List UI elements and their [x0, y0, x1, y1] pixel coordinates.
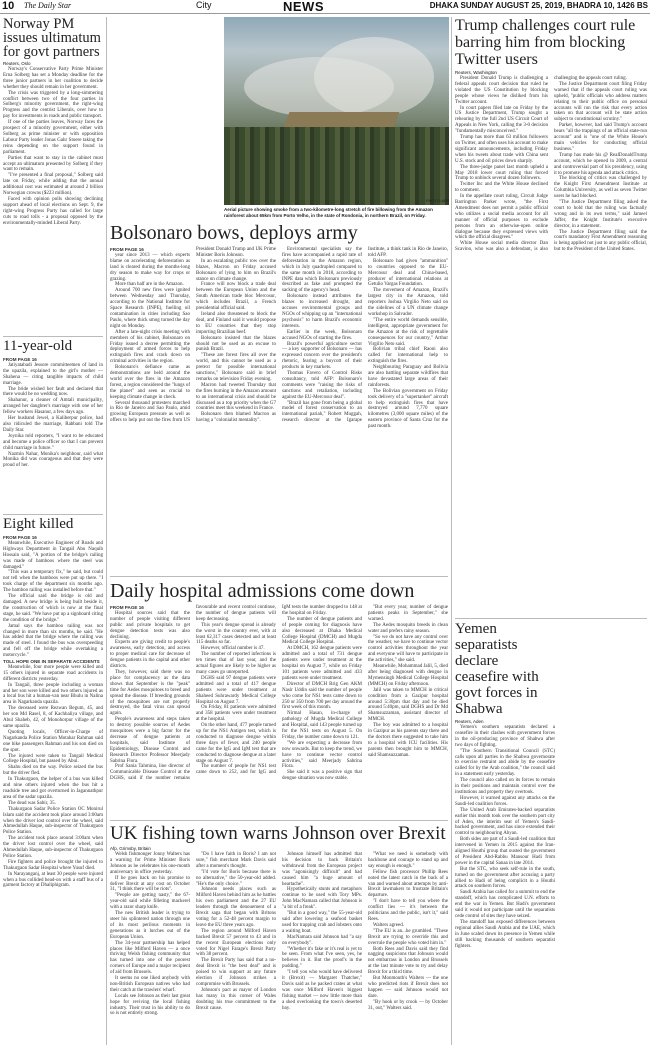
paragraph: The blocking of critics was challenged by the Knight First Amendment Institute at Columbia University, as well as seven Twitter users he had blocked. [554, 176, 647, 200]
paragraph: Environmental specialists say the fires have accompanied a rapid rate of deforestation in the Amazon region, which in July quadrupled compared to the same month in 2018, according to INPE data which Bolsonaro previously described as fake and prompted the sacking of the agency's head. [282, 247, 362, 294]
paragraph: President Donald Trump is challenging a federal appeals court decision that ruled he violated the US Constitution by blocking people whose views he disliked from his Twitter account. [455, 76, 548, 105]
article-body [110, 852, 448, 1042]
paragraph: Walters agreed. [373, 922, 404, 928]
paragraph: Bolsonaro insisted that the blazes should not be used as an excuse to punish Brazil. [196, 335, 276, 353]
article-norway [3, 17, 103, 342]
paragraph: The Justice Department court filing Friday warned that if the appeals court ruling was upheld, "public officials who address matters relating to their public office on personal accounts will run the risk that every action taken on that account will be state action subject to constitutional scrutiny." [554, 81, 647, 123]
paragraph: Johnson's pact as mayor of London has many in this corner of Wales doubting his true commitment to the Brexit cause. [196, 987, 276, 1011]
byline: Reuters, Oslo [3, 61, 31, 66]
paragraph: The Aedes mosquito breeds in clean water and prefers rainy season. [368, 622, 448, 634]
paragraph: Johnson himself has admitted that his decision to back Britain's withdrawal from the European project was "agonisingly difficult" and had caused him "a huge amount of heartache". [282, 852, 362, 887]
paragraph: Yemen's southern separatists declared a ceasefire in their clashes with government forces in the oil-producing province of Shabwa after two days of fighting. [455, 725, 555, 748]
paragraph: The standoff has exposed differences between regional allies Saudi Arabia and the UAE, which in June scaled down its presence in Yemen while still backing thousands of southern separatist fighters. [455, 919, 555, 949]
article-body [3, 67, 103, 226]
article-body [3, 535, 103, 889]
byline: Afp, Grimsby, Britain [110, 846, 151, 851]
page-number: 10 [2, 0, 15, 12]
paragraph: The injured were taken to Tangail Medical College Hospital, but passed by Abul. [3, 753, 103, 765]
paragraph: However, it warned against any attacks on the Saudi-led coalition forces. [455, 795, 555, 807]
paragraph: The number of dengue patients and of people coming for diagnosis have also decreased at Dhaka Medical College Hospital (DMCH) and Mugda Medical College Hospital. [282, 616, 362, 646]
paragraph: Trump has more than 63 million followers on Twitter, and often uses his account to make significant announcements, including Friday when his tweets about trade with China sent U.S. stock and oil prices down sharply. [455, 135, 548, 164]
paragraph: At DMCH, 162 dengue patients were admitted and a total of 731 dengue patients were under treatment at the hospital on August 7, while on Friday 101 patients were admitted and 433 patients were under treatment. [282, 646, 362, 681]
paragraph: Locals see Johnson as their last great hope for reviving the local fishing industry. Their trust in his ability to do so is not entirely strong. [110, 993, 190, 1017]
paragraph: In the appellate court ruling, Circuit Judge Barrington Parker wrote, "the First Amendment does not permit a public official who utilizes a social media account for all manner of official purposes to exclude persons from an otherwise-open online dialogue because they expressed views with which the official disagrees." [455, 194, 548, 241]
paragraph: Trump has made his @ RealDonaldTrump account, which he opened in 2009, a central and controversial part of his presidency, using it to promote his agenda and attack critics. [554, 152, 647, 176]
caption-text: Aerial picture showing smoke from a two-kilometre-long stretch of fire billowing from the Amazon rainforest about 65km from Porto Velho, in the state of Rondonia, in northern Brazil, on Friday. [224, 207, 433, 218]
paragraph: France will now block a trade deal between the European Union and the South American trade bloc Mercosur, which includes Brazil, a French presidential official said. [196, 282, 276, 312]
paragraph: MacNamara said Johnson had "a say on everybody". [282, 934, 362, 946]
paragraph: On the other hand, 477 people turned up for the NS1 Antigen test, which is conducted to diagnose dengue within three days of fever, and 240 people came for the IgG and IgM test that are conducted to diagnose dengue at a later stage on August 7. [196, 723, 276, 764]
article-body [110, 247, 448, 567]
paragraph: Hypothetically stunts and metaphors continue to be used with Tory MPs. John MacNamara called that Johnson is "a bit of a freak". [282, 887, 362, 911]
headline: Eight killed [3, 517, 74, 532]
paragraph: Nazmin Nahar, Monika's neighbour, said what Monika did was courageous and that they were proud of her. [3, 451, 103, 469]
paragraph: "But in a good way," the 55-year-old said after lowering a seafood basket used for trapping crab and lobsters onto a waiting boat. [282, 911, 362, 934]
paragraph: "By hook or by crook — by October 31, out," Walters said. [368, 999, 448, 1011]
paragraph: "The entire world demands sensible, intelligent, appropriate government for the Amazon at the risk of regrettable consequences for our country," Arthur Virgilio Neto said. [368, 317, 448, 347]
paragraph: "The Justice Department filing asked the court to hold that the ruling was factually wrong and in its own terms," said Jameel Jaffer, the Knight Institute's executive director, in a statement. [554, 200, 647, 229]
paragraph: In Narayanganj, at least 30 people were injured when a bus collided head-on with a staff bus of a garment factory at Dhaliphigram. [3, 871, 103, 889]
paragraph: The Bolivian government on Friday took delivery of a "supertanker" aircraft to help extinguish fires that have destroyed around 7,770 square kilometres (3,000 square miles) of the eastern province of Santa Cruz for the past month. [368, 388, 448, 430]
paragraph: White House social media director Dan Scavino, who was also a defendant, is also challenging the appeals court ruling. [455, 76, 627, 253]
paragraph: Earlier in the week, Bolsonaro accused NGOs of starting the fires. [282, 329, 362, 341]
paragraph: "So we do not have any control over the weather, we have to continue vector control activities throughout the year and everyone will have to participate in the activities," she said. [368, 634, 448, 664]
section-label: City [196, 0, 212, 10]
paragraph: Thakurgaon Sadar Police Station OC Monirul Islam said the accident took place around 3:00am when the driver lost control over the wheel, said Ahmedullah Haque, sub-inspector of Thakurgaon Police Station. [3, 806, 103, 836]
paragraph: On Friday, 81 patients were admitted and 358 patients were under treatment at the hospital. [196, 705, 276, 723]
paragraph: Jatiyatabadi Jessore committeemen of land in the upazila, explained to the girl's mother — Shahena — citing tangible impacts of child marriage. [3, 362, 103, 386]
paragraph: Joynika told reporters, "I want to be educated and become a police officer so that I can prevent child marriage in future." [3, 433, 103, 451]
paragraph: The Justice Department filing said the court's mandatory First Amendment reasoning is being applied not just to any public official, but to the President of the United States. [554, 229, 647, 253]
paragraph: Parker, however, had said Trump's account bears "all the trappings of an official state-run account" and is "one of the White House's main vehicles for conducting official business." [554, 123, 647, 152]
paragraph: Shahu died on the way. Police seized the bus but the driver fled. [3, 765, 103, 777]
article-bolsonaro [110, 222, 448, 574]
paragraph: "People are getting nasty," the 67-year-old said while filleting mackerel with a razor sharp knife. [110, 893, 190, 911]
paragraph: Nirmal Hasan, in-charge of pathology of Mugda Medical College and Hospital, said 143 people turned up for the NS1 tests on August 5. On Friday, the number came down to 121. [282, 711, 362, 740]
headline: Bolsonaro bows, deploys army [110, 222, 358, 244]
headline: 11-year-old [3, 339, 73, 354]
byline: Reuters, Aden [455, 719, 484, 724]
paragraph: Johnson needs places such as Milford Haven behind him as he battles his own parliament and the 27 EU leaders through the denouement of a Brexit saga that began with Britons voting for a 52-48 percent margin to leave the EU three years ago. [196, 887, 276, 928]
paragraph: TOLL HOPE ONE IN SEPARATE ACCIDENTS [3, 659, 100, 665]
paragraph: Meanwhile, Executive Engineer of Roads and Highways Department in Tangail Abu Naquib Hossain said, "A portion of the bridge's railing was made of bamboos where the steel was damaged." [3, 540, 103, 570]
article-body [455, 725, 555, 949]
paragraph: Bolsonaro instead attributes the blazes to increased drought, and accuses environmental groups and NGOs of whipping up an "international psychosis" to harm Brazil's economic interests. [282, 294, 362, 329]
paragraph: Experts are giving credit to people's awareness, early detection, and access to proper medical care for decrease of dengue patients in the capital and other districts. [110, 640, 190, 670]
paragraph: In court papers filed late on Friday by the US Justice Department, Trump sought a rehearing by the full 2nd US Circuit Court of Appeals in New York, calling the 3-0 decision "fundamentally misconceived." [455, 105, 548, 135]
paragraph: After a late-night crisis meeting with members of his cabinet, Bolsonaro on Friday issued a decree permitting the deployment of armed forces to help extinguish fires and crack down on criminal activities in the region. [110, 329, 190, 365]
article-dengue [110, 580, 448, 818]
paragraph: Norway's Conservative Party Prime Minister Erna Solberg has set a Monday deadline for the three junior partners in her coalition to decide whether they should remain in her government. [3, 67, 103, 90]
paragraph: "We are expecting a decrease from now onwards. But to keep the trend, we have to continue vector control activities," said Meerjady Sabrina Flora. [282, 740, 362, 770]
paragraph: "This was a temporary fix," he said, but could not tell when the bamboos were put up there. "I took charge of the department six months ago. The bamboo railing was installed before that." [3, 570, 103, 594]
paragraph: Welsh fishmonger Jonny Walters has a warning for Prime Minister Boris Johnson as he celebrates his one-month anniversary in office yesterday. [110, 852, 190, 875]
paragraph: "But every year, number of dengue patients peaks in September," she warned. [368, 605, 448, 622]
paragraph: year since 2013 — which experts blame on accelerating deforestation as land is cleared during the months-long dry season to make way for crops or grazing. [110, 252, 190, 282]
paragraph: Jalil was taken to MMCH in critical condition from a Gazipur hospital around 5:30pm that day and he died around 5:40pm, said DGHS and Dr Md Shamsuzzaman, assistant director of MMCH. [368, 687, 448, 723]
amazon-fire-photo [224, 17, 449, 205]
paragraph: This year's dengue spread is already the worst in the country ever, with at least 62,317 cases detected and at least 115 deaths so far. [196, 622, 276, 646]
paragraph: Brazil's powerful agriculture sector — a key supporter of Bolsonaro — has expressed concern over the president's rhetoric, fearing a boycott of their products in key markets. [282, 341, 362, 371]
paragraph: But the STC, who seek self-rule in the south, turned on the government after accusing a party allied to Hadi of being complicit in a Houthi attack on southern forces. [455, 866, 555, 890]
paragraph: If one of the parties leaves, Norway faces the prospect of a minority government, either with Solberg as prime minister or with opposition Labour Party leader Jonas Gahr Stoere taking the reins depending on the support found in parliament. [3, 120, 103, 155]
date-line: DHAKA SUNDAY AUGUST 25, 2019, BHADRA 10, 1426 BS [429, 1, 648, 10]
paragraph: "Brazil has gone from being a global model of forest conservation to an international pariah," Robert Muggah, research director at the Igarape Institute, a think tank in Rio de Janeiro, told AFP. [282, 247, 448, 424]
article-yemen [455, 621, 647, 1045]
paragraph: The council also called on its forces to remain in their positions and maintain control over the institutions and property they overtook. [455, 778, 555, 795]
paragraph: Bolivian tribal chief Raoni also called for international help to extinguish the fires. [368, 347, 448, 365]
paragraph: The accident took place around 3:00am when the driver lost control over the wheel, said Ahmedullah Haque, sub-inspector of Thakurgaon Police Station. [3, 836, 103, 859]
paragraph: "I've presented a final proposal," Solberg said late on Friday, while adding that the annual additional cost was estimated at around 2 billion Norwegian crowns ($223 million). [3, 173, 103, 197]
paragraph: Saudi Arabia has called for a summit to end the standoff, which has complicated U.N. efforts to end the war in Yemen. But Hadi's government said it would not participate until the separatists cede control of sites they have seized. [455, 890, 555, 919]
headline: Yemen separatists declare ceasefire with govt forces in Shabwa [455, 621, 539, 717]
page-header [0, 0, 650, 14]
paragraph: The Brexit Party has said that a no-deal Brexit is "the best deal" and is poised to win support at any future election if Johnson strikes a compromise with Brussels. [196, 958, 276, 987]
paragraph: It seems no one liked anybody with non-British European natives who had their catch at the trawlers' wharf. [110, 976, 190, 993]
paragraph: Macron had tweeted Thursday that the fires burning in the Amazon amount to an international crisis and should be discussed as a top priority when the G7 countries meet this weekend in France. [196, 382, 276, 412]
paragraph: The official said the bridge is old and damaged. A new bridge is being built beside it, the construction of which is now at the final stage, he said. "We have put up a signboard citing the condition of the bridge." [3, 594, 103, 623]
byline: Reuters, Washington [455, 70, 497, 75]
paragraph: The dead was Sabir, 35. [8, 800, 56, 806]
paragraph: The three-judge panel last month upheld a May 2018 lower court ruling that forced Trump to unblock several dozen followers. [455, 164, 548, 182]
paragraph: But Monmouth's Walters — the one who predicted riots if Brexit does not happen — said Johnson would not dare. [368, 976, 448, 999]
paragraph: In Thakurgaon, the helper of a bus was killed and nine others injured when the bus hit a roadside tree and got overturned in Jagannathpur area of the sadar upazila. [3, 777, 103, 800]
headline: Daily hospital admissions come down [110, 580, 415, 602]
paragraph: Hospital sources said that the number of people visiting different public and private hospitals to get dengue detection tests was also declining. [110, 610, 190, 640]
paragraph: She said it was a positive sign that dengue situation was now stable. [282, 770, 362, 782]
paragraph: The United Arab Emirates-backed separatists earlier this month took over the southern port city of Aden, the interim seat of Yemen's Saudi-backed government, and has since extended their control to neighbouring Abyan. [455, 807, 555, 837]
paragraph: Fellow fish processor Phillip Rees noted the latest catch in the back of a van and warned about attempts by anti-Brexit lawmakers to frustrate Britain's departure. [368, 869, 448, 899]
paragraph: The deceased were Rezwan Begum, 45, and her son Md Rasel, 8, of Kachhaliya village, and Abul Shaheb, 42, of Monohorpur village of the same upazila. [3, 706, 103, 729]
paragraph: Director of DMCH Brig Gen AKM Nasir Uddin said the number of people who come for NS1 tests came down to 250 or 350 from 700 per day around the first week of this month. [282, 681, 362, 711]
paragraph: FROM PAGE 16 [110, 605, 144, 610]
paragraph: Meanwhile, Mohammad Jalil, 5, died after being diagnosed with dengue in Mymensingh Medical College Hospital (MMCH) on Friday afternoon. [368, 664, 448, 687]
paragraph: Both Rees and Davis said they find nagging suspicions that Johnson would not embarrass in London and Brussels at the last minute vote to try and delay Brexit for a third time. [368, 946, 448, 976]
masthead: The Daily Star [24, 1, 72, 10]
paragraph: Several thousand protesters marched in Rio de Janeiro and Sao Paulo, amid growing European pressure as well as offers to help put out the fires from US President Donald Trump and UK Prime Minister Boris Johnson. [110, 247, 276, 424]
paragraph: The bride wished her fault and declared that there would be no wedding now. [3, 386, 103, 398]
paragraph: The boy was admitted to a hospital in Gazipur as his parents stay there and the doctors there suggested to take him to a hospital with ICU facilities. His parents then brought him to MMCH, said Shamsuzzaman. [368, 723, 448, 758]
paragraph: The region around Milford Haven backed Brexit 57 percent to 43 and in the recent European elections only voted for Nigel Farage's Brexit Party with 38 percent. [196, 928, 276, 958]
paragraph: The crisis was triggered by a long-simmering conflict between two of the four parties in Solberg's minority government, the right-wing Progress and the centrist Liberals, over how to pay for investments in roads and public transport. [3, 90, 103, 120]
paragraph: More than half are in the Amazon. [115, 282, 184, 288]
paragraph: Bolsonaro then blamed Macron as having a "colonialist mentality". [196, 412, 276, 424]
paragraph: Jamal says the bamboo railing was not changed in more than six months, he said. "He has added that the bridge where the railing was made of steel. I found the bus was overspeeding and fell off the bridge while overtaking a motorcycle." [3, 623, 103, 659]
paragraph: Around 700 new fires were ignited between Wednesday and Thursday, according to the National Institute for Space Research (INPE), fuelling oil contamination in cities including Sao Paulo, where thick smog turned the day night on Monday. [110, 288, 190, 329]
paragraph: Both sides are part of a Saudi-led coalition that intervened in Yemen in 2015 against the Iran-aligned Houthi group that ousted the government of President Abd-Rabbu Mansour Hadi from power in the capital Sanaa in late 2014. [455, 837, 555, 866]
headline: Norway PM issues ultimatum for govt partners [3, 17, 101, 60]
paragraph: "The EU is an...he grumbled. "These Brexit are trying to override this and overrule the people who voted him in." [368, 928, 448, 946]
photo-caption [224, 199, 449, 218]
paragraph: The 34-year partnership has helped places like Milford Haven — a once thriving Welsh fishing community that has turned into one of the poorest corners of Europe and a major recipient of aid from Brussels. [110, 940, 190, 976]
paragraph: However, official number is 47. [201, 646, 265, 652]
paragraph: Meanwhile, four more people were killed and 15 others injured in separate road accidents in different districts yesterday. [3, 664, 103, 682]
paragraph: In Tangail, three people including a woman and her son were killed and two others injured as a local bus hit a human-van near Bhulu in Nalina area in Nagarkanda upazila. [3, 682, 103, 706]
paragraph: "The Southern Transitional Council (STC) calls upon all parties in the Shabwa governorate to exercise restraint and abide by the ceasefire called for by the Arab coalition," the council said in a statement early yesterday. [455, 748, 555, 778]
paragraph: FROM PAGE 16 [3, 535, 37, 540]
paragraph: Quoting locals, Officer-in-Charge of Nagarkanda Police Station Motahar Rahman said one bike passengers Rahman and his son died on the spot. [3, 729, 103, 753]
photo-credit: PHOTO: AFP [426, 199, 449, 203]
paragraph: The new British leader is trying to steer his splintered nation through one of its most perilous moments in generations as it lurches out of the European Union. [110, 911, 190, 940]
paragraph: FROM PAGE 16 [110, 247, 144, 252]
paragraph: DGHS said 97 dengue patients were admitted and a total of 417 dengue patients were under treatment at Shaheed Suhrawardy Medical College Hospital on August 7. [196, 675, 276, 705]
article-body [455, 76, 647, 596]
paragraph: "I don't have to tell you where the conflict lies — it's between the politicians and the public, isn't it," said Rees. [368, 899, 448, 922]
article-brexit [110, 823, 448, 1045]
paragraph: In an escalating public row over the blazes, Macron on Friday accused Bolsonaro of lying to him on Brazil's stance on climate change. [196, 258, 276, 282]
article-body [110, 605, 448, 815]
headline: Trump challenges court rule barring him from blocking Twitter users [455, 17, 636, 68]
paragraph: FROM PAGE 16 [3, 357, 37, 362]
paragraph: Faced with opinion polls showing declining support ahead of local elections on Sept. 9, the right-wing Progress Party has called for large cuts to road tolls - a proposal opposed by the environmentally-minded Liberal Party. [3, 196, 103, 226]
paragraph: Prof Sania Tahmina, line director of Communicable Disease Control at the DGHS, said if the number remains favourable and recent control continue, the number of dengue patients will keep decreasing. [110, 605, 276, 782]
paragraph: The number of reported infections is ten times that of last year, and the actual figures are likely to be higher as many cases go unreported. [196, 652, 276, 675]
paragraph: "I tell you who would have delivered it (Brexit) — Margaret Thatcher," Davis said as he packed crates at what was once Milford Haven's biggest fishing market — now little more than a shed overlooking the town's deserted bay. [282, 970, 362, 1011]
paragraph: Bolsonaro's defiance came as demonstrations are held around the world over the fires in the Amazon forest, a region considered the "lungs of the planet" and seen as crucial to keeping climate change in check. [110, 365, 190, 400]
paragraph: If he goes back on his promise to deliver Brexit at any cost on October 31, "I think there will be riots". [110, 875, 190, 893]
category-label: NEWS [283, 0, 324, 14]
paragraph: "What we need is somebody with backbone and courage to stand up and say enough is enough." [368, 852, 448, 869]
paragraph: People's awareness and steps taken to destroy possible sources of Aedes mosquitoes were a big factor for the decrease of dengue patients at hospitals, said Institute of Epidemiology, Disease Control and Research Director Professor Meerjady Sabrina Flora. [110, 717, 190, 764]
paragraph: Fire fighters and police brought the injured to Thakurgaon Sadar Hospital where Yusuf died. [3, 859, 103, 871]
paragraph: Thomas Favero of Control Risks consultancy, told AFP: Bolsonaro's comments were "raising the risks of sanctions and retaliation, including against the EU-Mercosur deal". [282, 371, 362, 400]
paragraph: The movement of Amazon, Brazil's largest city in the Amazon, told reporters Joshua Virgilio Neto said on the sidelines of a UN climate change workshop in Salvador. [368, 288, 448, 317]
paragraph: Twitter Inc and the White House declined to comment. [455, 182, 548, 194]
paragraph: Bolsonaro had given "ammunition" to countries opposed to the EU-Mercosur deal and China-based, producer of international relations at Getulio Vargas Foundation. [368, 258, 448, 288]
paragraph: "Whether it's fake or it's real is yet to be seen. From what I've seen, yes, he believes in it. But the proof's in the pudding." [282, 946, 362, 970]
paragraph: Ireland also threatened to block the deal, and Finland said it would propose to EU countries that they stop importing Brazilian beef. [196, 311, 276, 335]
paragraph: They, however, said there was no place for complacency as the data shows that September is the "peak" time for Aedes mosquitoes to breed and spread the disease. If breeding grounds of the mosquitoes are not properly destroyed, the fatal virus can spread again. [110, 669, 190, 717]
article-trump-twitter [455, 17, 647, 617]
paragraph: The number of people for NS1 test came down to 252, and for IgG and IgM tests the number dropped to 148 at the hospital on Friday. [196, 605, 362, 776]
article-eight-killed [3, 517, 103, 1045]
paragraph: Parties that want to stay in the cabinet must accept an ultimatum presented by Solberg if they want to remain. [3, 155, 103, 173]
paragraph: Neighbouring Paraguay and Bolivia are also battling separate wildfires that have devastated large areas of their rainforests. [368, 365, 448, 388]
article-11-year-old [3, 339, 103, 514]
paragraph: "I'd vote for Boris because there is no alternative," the 50-year-old added. "He's the only choice." [196, 869, 276, 887]
paragraph: Her husband Jewel, a Kaliberpur police, had also ridiculed the marriage, Rabbani told The Daily Star. [3, 416, 103, 433]
paragraph: "Do I have faith in Boris? I am not sure," fish merchant Mark Davis said after a moment's thought. [196, 852, 276, 869]
article-body [3, 357, 103, 469]
headline: UK fishing town warns Johnson over Brexit [110, 823, 446, 844]
paragraph: "These are forest fires all over the world, and this cannot be used as a pretext for possible international sanctions," Bolsonaro said in brief remarks on television Friday evening. [196, 353, 276, 382]
paragraph: Shahanur, a cleaner of Amtali municipality, arranged her daughter's marriage with one of her fellow workers Hasanur, a few days ago. [3, 398, 103, 416]
